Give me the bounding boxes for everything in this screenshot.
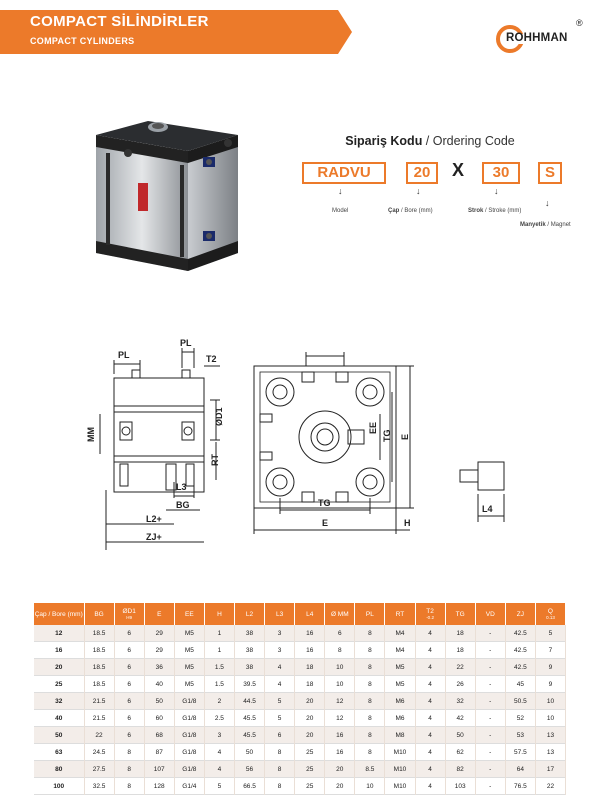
label-magnet-tr: Manyetik [520, 222, 546, 228]
table-cell: 63 [34, 744, 84, 761]
table-cell: - [475, 744, 505, 761]
arrow-down-icon: ↓ [338, 186, 343, 196]
table-cell: 5 [265, 693, 295, 710]
table-cell: 20 [295, 710, 325, 727]
table-cell: 57.5 [505, 744, 535, 761]
table-cell: 20 [325, 761, 355, 778]
table-cell: 8 [355, 659, 385, 676]
column-header [234, 603, 264, 625]
table-cell: 16 [295, 625, 325, 642]
table-cell: 56 [234, 761, 264, 778]
dim-rt: RT [210, 454, 220, 466]
column-header-label: VD [485, 610, 495, 618]
column-header-label: Çap / Bore (mm) [34, 610, 83, 618]
table-cell: 1 [204, 642, 234, 659]
table-cell: G1/8 [174, 727, 204, 744]
label-stroke-tr: Strok [468, 208, 484, 214]
code-model: RADVU [302, 162, 386, 184]
ordering-title-sep: / [422, 134, 433, 148]
table-cell: - [475, 642, 505, 659]
table-cell: 26 [445, 676, 475, 693]
column-header [415, 603, 445, 625]
dim-l2: L2+ [146, 514, 162, 524]
dim-h: H [404, 518, 411, 528]
column-header [84, 603, 114, 625]
table-cell: 3 [265, 642, 295, 659]
column-header [505, 603, 535, 625]
column-header-label: H [217, 610, 222, 618]
column-header [355, 603, 385, 625]
table-cell: 21.5 [84, 693, 114, 710]
table-cell: 32.5 [84, 778, 114, 795]
table-cell: M5 [174, 676, 204, 693]
table-cell: G1/4 [174, 778, 204, 795]
table-cell: M5 [385, 676, 415, 693]
table-cell: 87 [144, 744, 174, 761]
table-cell: G1/8 [174, 693, 204, 710]
table-cell: 4 [415, 659, 445, 676]
table-cell: 18.5 [84, 676, 114, 693]
table-cell: M10 [385, 778, 415, 795]
table-cell: 22 [535, 778, 565, 795]
table-row [34, 693, 566, 710]
table-cell: 45 [505, 676, 535, 693]
table-cell: 16 [325, 744, 355, 761]
column-subheader: H9 [126, 615, 133, 620]
column-header-label: L2 [245, 610, 254, 618]
table-cell: - [475, 778, 505, 795]
table-cell: 18 [295, 676, 325, 693]
table-cell: 103 [445, 778, 475, 795]
dim-ee: EE [368, 421, 378, 434]
table-cell: 5 [204, 778, 234, 795]
table-cell: M5 [174, 659, 204, 676]
label-bore-tr: Çap [388, 208, 400, 214]
table-cell: - [475, 659, 505, 676]
label-bore-en: / Bore (mm) [399, 208, 433, 214]
table-cell: 22 [84, 727, 114, 744]
table-cell: 128 [144, 778, 174, 795]
table-cell: 25 [295, 744, 325, 761]
table-cell: 32 [445, 693, 475, 710]
dim-e: E [322, 518, 329, 528]
label-bore [388, 208, 433, 214]
column-header-label: Q [547, 608, 553, 615]
table-cell: 50 [445, 727, 475, 744]
table-cell: 2 [204, 693, 234, 710]
table-cell: 12 [325, 693, 355, 710]
dim-e-vertical: E [400, 433, 410, 440]
code-stroke: 30 [482, 162, 520, 184]
column-header [174, 603, 204, 625]
table-cell: 18.5 [84, 625, 114, 642]
table-cell: 7 [535, 642, 565, 659]
table-cell: M5 [174, 625, 204, 642]
ordering-title-en: Ordering Code [432, 134, 515, 148]
table-cell: 38 [234, 625, 264, 642]
table-cell: 10 [355, 778, 385, 795]
table-cell: 50 [144, 693, 174, 710]
column-header [144, 603, 174, 625]
table-cell: 18 [295, 659, 325, 676]
table-cell: 27.5 [84, 761, 114, 778]
label-model: Model [332, 208, 349, 214]
table-cell: 60 [144, 710, 174, 727]
table-cell: 38 [234, 642, 264, 659]
table-cell: 9 [535, 659, 565, 676]
table-cell: 18.5 [84, 642, 114, 659]
column-header-label: T2 [426, 608, 434, 615]
table-cell: 1.5 [204, 676, 234, 693]
table-cell: 3 [265, 625, 295, 642]
table-cell: 24.5 [84, 744, 114, 761]
table-cell: 29 [144, 625, 174, 642]
table-cell: 42.5 [505, 625, 535, 642]
table-cell: 2.5 [204, 710, 234, 727]
table-cell: M6 [385, 710, 415, 727]
column-header-label: PL [365, 610, 374, 618]
table-cell: 50 [34, 727, 84, 744]
column-header [295, 603, 325, 625]
column-header [445, 603, 475, 625]
table-body [34, 625, 566, 795]
table-cell: 50.5 [505, 693, 535, 710]
dim-t2: T2 [206, 354, 217, 364]
table-cell: 18 [445, 625, 475, 642]
table-cell: 82 [445, 761, 475, 778]
table-cell: 6 [114, 625, 144, 642]
dim-tg-vertical: TG [382, 429, 392, 442]
dim-pl: PL [118, 350, 130, 360]
table-cell: 29 [144, 642, 174, 659]
table-cell: 25 [34, 676, 84, 693]
table-cell: 8 [355, 727, 385, 744]
table-cell: 10 [535, 710, 565, 727]
table-cell: M10 [385, 744, 415, 761]
brand-name: ROHHMAN [506, 32, 568, 44]
table-cell: 4 [415, 676, 445, 693]
column-header-label: BG [94, 610, 104, 618]
table-cell: M4 [385, 625, 415, 642]
table-cell: 6 [265, 727, 295, 744]
table-row [34, 778, 566, 795]
table-cell: G1/8 [174, 710, 204, 727]
table-cell: 6 [114, 642, 144, 659]
dim-zj: ZJ+ [146, 532, 162, 542]
column-header [385, 603, 415, 625]
ordering-title-tr: Sipariş Kodu [345, 134, 423, 148]
dim-pl-2: PL [180, 338, 192, 348]
dim-bg: BG [176, 500, 190, 510]
table-cell: - [475, 727, 505, 744]
table-cell: 6 [114, 727, 144, 744]
table-cell: 16 [34, 642, 84, 659]
table-cell: 39.5 [234, 676, 264, 693]
table-row [34, 710, 566, 727]
table-cell: 1.5 [204, 659, 234, 676]
column-header-label: E [157, 610, 162, 618]
table-cell: 36 [144, 659, 174, 676]
label-stroke [468, 208, 521, 214]
arrow-down-icon: ↓ [545, 198, 550, 208]
column-header-label: ZJ [516, 610, 524, 618]
table-cell: 10 [535, 693, 565, 710]
column-header-label: L3 [275, 610, 284, 618]
table-cell: 5 [265, 710, 295, 727]
dim-mm: MM [86, 427, 96, 442]
column-subheader: 0.13 [546, 615, 555, 620]
table-cell: 4 [415, 744, 445, 761]
table-cell: 53 [505, 727, 535, 744]
table-cell: 4 [204, 761, 234, 778]
code-bore: 20 [406, 162, 438, 184]
table-cell: 76.5 [505, 778, 535, 795]
table-row [34, 676, 566, 693]
table-cell: 20 [34, 659, 84, 676]
table-cell: 66.5 [234, 778, 264, 795]
table-cell: 25 [295, 778, 325, 795]
dim-tg: TG [318, 498, 331, 508]
table-cell: 42.5 [505, 642, 535, 659]
table-cell: 22 [445, 659, 475, 676]
label-magnet-en: / Magnet [545, 222, 571, 228]
technical-drawing [70, 330, 530, 560]
table-row [34, 625, 566, 642]
column-header [114, 603, 144, 625]
column-header [475, 603, 505, 625]
table-row [34, 744, 566, 761]
table-row [34, 642, 566, 659]
table-cell: 20 [295, 727, 325, 744]
table-cell: M8 [385, 727, 415, 744]
table-cell: 16 [295, 642, 325, 659]
table-cell: 32 [34, 693, 84, 710]
dimension-table [34, 603, 566, 795]
table-cell: 20 [295, 693, 325, 710]
table-cell: 38 [234, 659, 264, 676]
table-cell: 6 [114, 710, 144, 727]
column-header-label: Ø MM [330, 610, 349, 618]
table-cell: M5 [385, 659, 415, 676]
table-cell: 45.5 [234, 710, 264, 727]
code-separator: X [452, 160, 465, 180]
table-cell: 13 [535, 744, 565, 761]
table-cell: 8 [355, 676, 385, 693]
table-cell: 13 [535, 727, 565, 744]
column-header [325, 603, 355, 625]
table-cell: 3 [204, 727, 234, 744]
table-cell: G1/8 [174, 744, 204, 761]
table-cell: 6 [114, 659, 144, 676]
label-magnet [520, 222, 571, 228]
table-cell: 9 [535, 676, 565, 693]
column-header [535, 603, 565, 625]
table-cell: 8 [114, 778, 144, 795]
table-cell: 12 [325, 710, 355, 727]
table-cell: 62 [445, 744, 475, 761]
page-header [0, 0, 600, 62]
table-cell: 8 [355, 744, 385, 761]
table-cell: 8 [114, 761, 144, 778]
table-cell: 8 [265, 744, 295, 761]
table-cell: 10 [325, 659, 355, 676]
arrow-down-icon: ↓ [494, 186, 499, 196]
table-cell: M10 [385, 761, 415, 778]
column-header [204, 603, 234, 625]
table-cell: 8 [355, 693, 385, 710]
table-cell: 21.5 [84, 710, 114, 727]
table-cell: 4 [204, 744, 234, 761]
page-subtitle: COMPACT CYLINDERS [30, 36, 135, 46]
registered-mark: ® [576, 18, 583, 28]
table-cell: 4 [415, 710, 445, 727]
cylinder-photo [88, 113, 248, 273]
ordering-code-title [300, 134, 560, 148]
table-cell: 5 [535, 625, 565, 642]
table-cell: 12 [34, 625, 84, 642]
column-header-label: EE [184, 610, 194, 618]
table-cell: 50 [234, 744, 264, 761]
table-cell: M4 [385, 642, 415, 659]
table-cell: 52 [505, 710, 535, 727]
table-cell: 8 [265, 761, 295, 778]
table-cell: 8 [114, 744, 144, 761]
table-cell: 6 [114, 693, 144, 710]
table-cell: 8 [325, 642, 355, 659]
column-header-label: TG [455, 610, 465, 618]
table-cell: 20 [325, 778, 355, 795]
table-cell: 107 [144, 761, 174, 778]
dim-d1: ØD1 [214, 407, 224, 426]
table-cell: 8 [355, 642, 385, 659]
column-header-label: L4 [306, 610, 314, 618]
table-cell: 4 [415, 625, 445, 642]
label-stroke-en: / Stroke (mm) [483, 208, 522, 214]
table-cell: 25 [295, 761, 325, 778]
dim-l4: L4 [482, 504, 493, 514]
table-row [34, 659, 566, 676]
table-cell: 45.5 [234, 727, 264, 744]
column-header [265, 603, 295, 625]
brand-logo [496, 18, 592, 58]
table-cell: 100 [34, 778, 84, 795]
table-row [34, 727, 566, 744]
table-cell: 18 [445, 642, 475, 659]
table-cell: 17 [535, 761, 565, 778]
table-cell: M6 [385, 693, 415, 710]
table-cell: 42 [445, 710, 475, 727]
table-cell: 4 [415, 642, 445, 659]
table-cell: G1/8 [174, 761, 204, 778]
table-cell: 68 [144, 727, 174, 744]
table-cell: 10 [325, 676, 355, 693]
table-header-row [34, 603, 566, 625]
table-cell: 40 [34, 710, 84, 727]
table-cell: 4 [415, 727, 445, 744]
column-subheader: -0.2 [426, 615, 434, 620]
table-cell: 4 [265, 676, 295, 693]
table-cell: 44.5 [234, 693, 264, 710]
table-cell: 18.5 [84, 659, 114, 676]
table-cell: 8 [355, 710, 385, 727]
table-cell: - [475, 625, 505, 642]
table-cell: 1 [204, 625, 234, 642]
code-magnet: S [538, 162, 562, 184]
table-cell: - [475, 761, 505, 778]
table-cell: 40 [144, 676, 174, 693]
table-cell: 6 [114, 676, 144, 693]
table-cell: 4 [415, 778, 445, 795]
table-cell: 42.5 [505, 659, 535, 676]
table-cell: - [475, 710, 505, 727]
table-cell: 16 [325, 727, 355, 744]
dim-l3: L3 [176, 482, 187, 492]
table-cell: 4 [415, 761, 445, 778]
column-header [34, 603, 84, 625]
table-cell: 8 [355, 625, 385, 642]
table-cell: - [475, 693, 505, 710]
table-cell: 4 [265, 659, 295, 676]
table-cell: M5 [174, 642, 204, 659]
table-cell: 8.5 [355, 761, 385, 778]
page-title: COMPACT SİLİNDİRLER [30, 13, 209, 30]
table-cell: - [475, 676, 505, 693]
arrow-down-icon: ↓ [416, 186, 421, 196]
column-header-label: RT [395, 610, 405, 618]
table-row [34, 761, 566, 778]
column-header-label: ØD1 [122, 608, 136, 615]
table-cell: 6 [325, 625, 355, 642]
table-cell: 8 [265, 778, 295, 795]
table-cell: 80 [34, 761, 84, 778]
table-cell: 4 [415, 693, 445, 710]
table-cell: 64 [505, 761, 535, 778]
